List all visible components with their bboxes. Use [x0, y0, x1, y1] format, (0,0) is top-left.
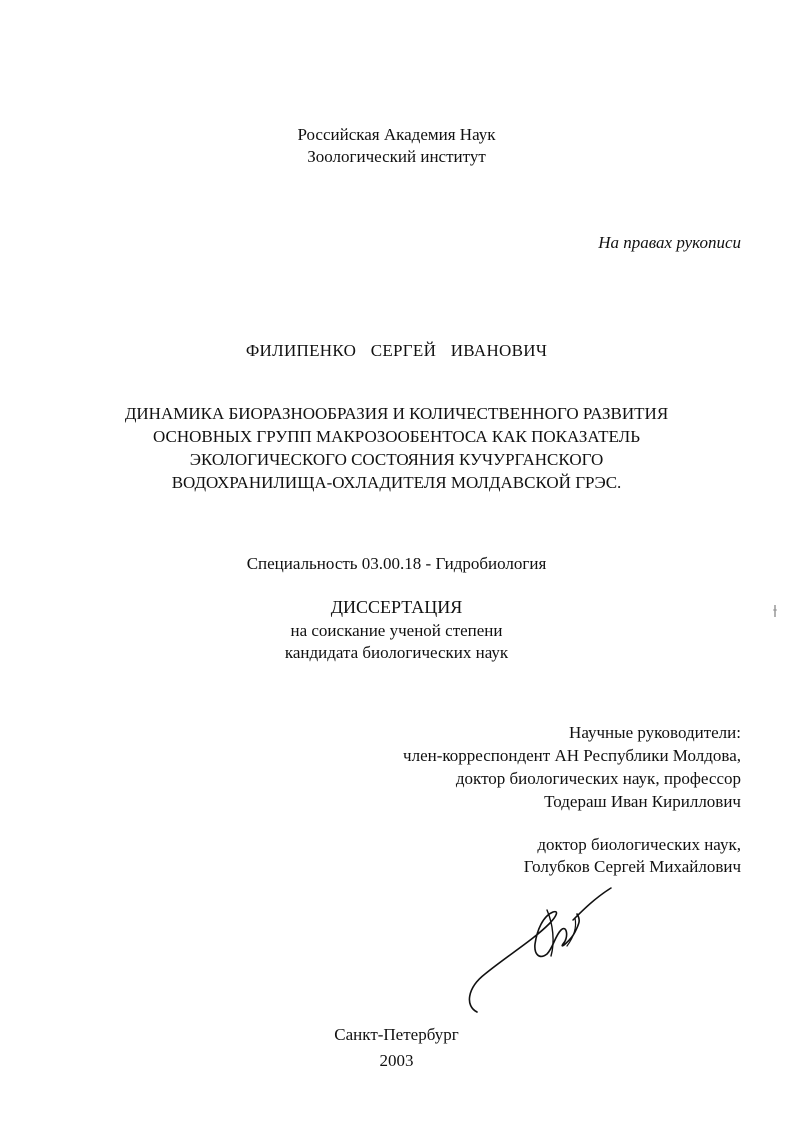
city: Санкт-Петербург	[334, 1025, 459, 1044]
institute-name: Зоологический институт	[307, 147, 486, 166]
thesis-title-line: ВОДОХРАНИЛИЩА-ОХЛАДИТЕЛЯ МОЛДАВСКОЙ ГРЭС.	[171, 473, 622, 492]
supervisor-name: Голубков Сергей Михайлович	[523, 857, 741, 876]
supervisor-title: доктор биологических наук,	[537, 835, 741, 854]
thesis-title-line: ЭКОЛОГИЧЕСКОГО СОСТОЯНИЯ КУЧУРГАНСКОГО	[189, 450, 604, 469]
supervisor-name: Тодераш Иван Кириллович	[544, 792, 741, 811]
thesis-title-line: ДИНАМИКА БИОРАЗНООБРАЗИЯ И КОЛИЧЕСТВЕННОГО РАЗВИТИЯ	[124, 404, 669, 423]
specialty: Специальность 03.00.18 - Гидробиология	[246, 554, 547, 573]
organization-name: Российская Академия Наук	[297, 125, 496, 144]
supervisor-title: доктор биологических наук, профессор	[455, 769, 741, 788]
supervisors-heading: Научные руководители:	[569, 723, 741, 742]
thesis-title-line: ОСНОВНЫХ ГРУПП МАКРОЗООБЕНТОСА КАК ПОКАЗАТЕЛЬ	[153, 427, 640, 446]
author-name: ФИЛИПЕНКО СЕРГЕЙ ИВАНОВИЧ	[245, 341, 548, 360]
degree-line: кандидата биологических наук	[284, 643, 509, 662]
supervisor-title: член-корреспондент АН Республики Молдова,	[403, 746, 741, 765]
year: 2003	[379, 1051, 414, 1070]
scan-speck	[772, 604, 778, 618]
dissertation-heading: ДИССЕРТАЦИЯ	[330, 597, 463, 617]
signature-image	[455, 880, 630, 1020]
rights-note: На правах рукописи	[598, 233, 741, 252]
degree-line: на соискание ученой степени	[290, 621, 503, 640]
